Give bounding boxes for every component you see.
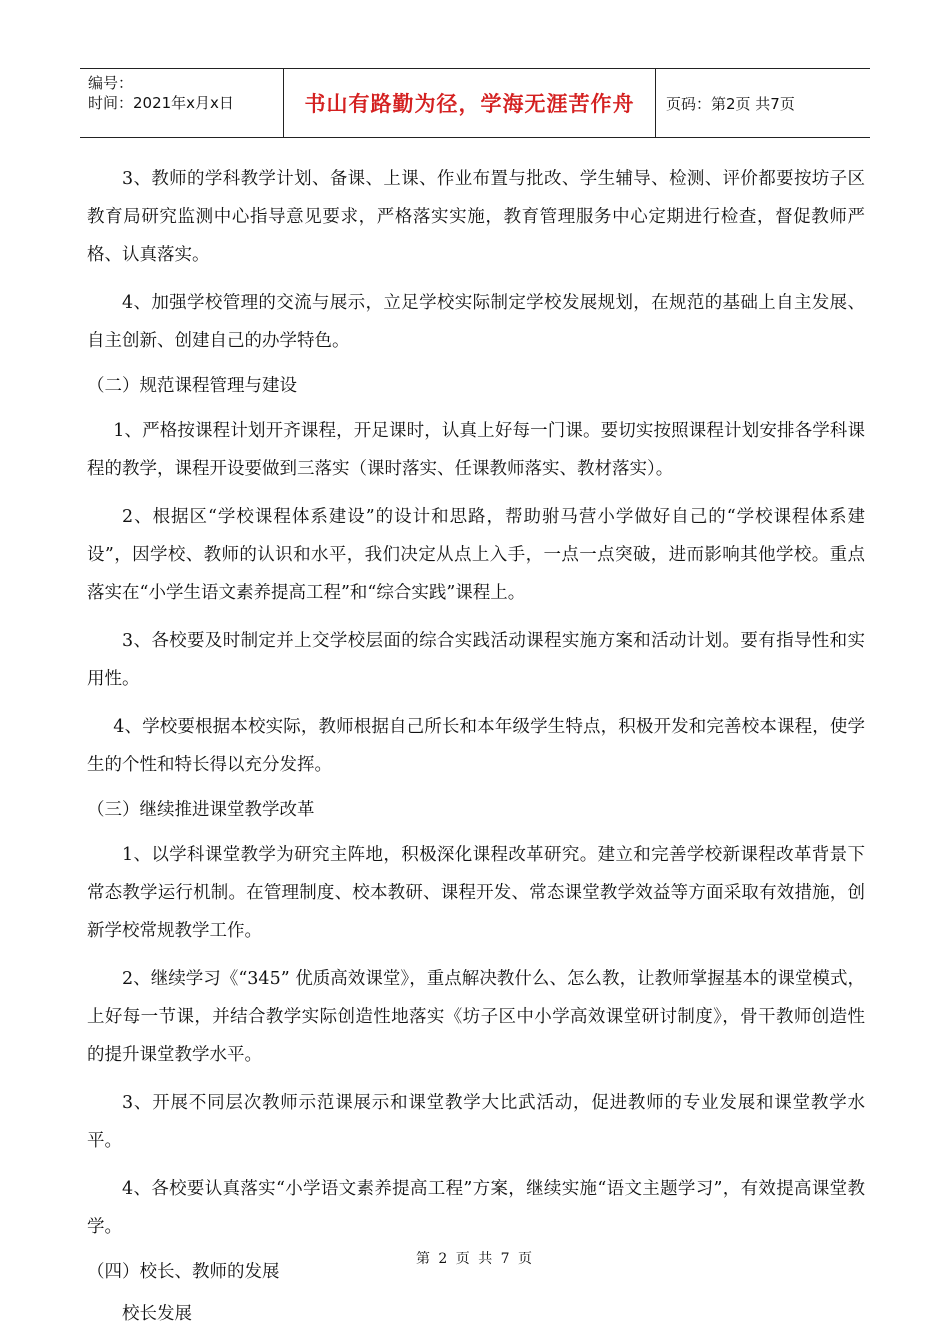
paragraph: 2、继续学习《“345” 优质高效课堂》，重点解决教什么、怎么教，让教师掌握基本的课堂模式，上好每一节课，并结合教学实际创造性地落实《坊子区中小学高效课堂研讨制度》，骨干教师创造性的提升课堂教学水平。 xyxy=(87,969,865,1065)
subsection-heading: 校长发展 xyxy=(122,1304,192,1324)
document-body xyxy=(87,160,865,1340)
paragraph: 4、加强学校管理的交流与展示，立足学校实际制定学校发展规划，在规范的基础上自主发展、自主创新、创建自己的办学特色。 xyxy=(87,293,865,351)
document-time: 时间：2021年x月x日 xyxy=(88,94,234,112)
paragraph: 1、以学科课堂教学为研究主阵地，积极深化课程改革研究。建立和完善学校新课程改革背景下常态教学运行机制。在管理制度、校本教研、课程开发、常态课堂教学效益等方面采取有效措施，创新学校常规教学工作。 xyxy=(87,845,865,941)
paragraph: 1、严格按课程计划开齐课程，开足课时，认真上好每一门课。要切实按照课程计划安排各学科课程的教学，课程开设要做到三落实（课时落实、任课教师落实、教材落实）。 xyxy=(87,421,865,479)
header-page-number: 页码：第2页 共7页 xyxy=(666,94,795,113)
header-motto: 书山有路勤为径，学海无涯苦作舟 xyxy=(284,69,656,137)
section-heading: （三）继续推进课堂教学改革 xyxy=(87,800,315,820)
document-number: 编号： xyxy=(88,74,134,92)
page-header xyxy=(80,68,870,138)
paragraph: 3、各校要及时制定并上交学校层面的综合实践活动课程实施方案和活动计划。要有指导性和实用性。 xyxy=(87,631,865,689)
paragraph: 4、各校要认真落实“小学语文素养提高工程”方案，继续实施“语文主题学习”，有效提高课堂教学。 xyxy=(87,1179,865,1237)
header-meta xyxy=(80,69,284,137)
paragraph: 2、根据区“学校课程体系建设”的设计和思路，帮助驸马营小学做好自己的“学校课程体系建设”，因学校、教师的认识和水平，我们决定从点上入手，一点一点突破，进而影响其他学校。重点落实在“小学生语文素养提高工程”和“综合实践”课程上。 xyxy=(87,507,865,603)
paragraph: 4、学校要根据本校实际，教师根据自己所长和本年级学生特点，积极开发和完善校本课程，使学生的个性和特长得以充分发挥。 xyxy=(87,717,865,775)
section-heading: （二）规范课程管理与建设 xyxy=(87,376,297,396)
paragraph: 3、开展不同层次教师示范课展示和课堂教学大比武活动，促进教师的专业发展和课堂教学水平。 xyxy=(87,1093,865,1151)
section-heading: （四）校长、教师的发展 xyxy=(87,1262,280,1282)
page-footer: 第 2 页 共 7 页 xyxy=(415,1251,535,1267)
paragraph: 3、教师的学科教学计划、备课、上课、作业布置与批改、学生辅导、检测、评价都要按坊子区教育局研究监测中心指导意见要求，严格落实实施，教育管理服务中心定期进行检查，督促教师严格、认真落实。 xyxy=(87,169,865,265)
